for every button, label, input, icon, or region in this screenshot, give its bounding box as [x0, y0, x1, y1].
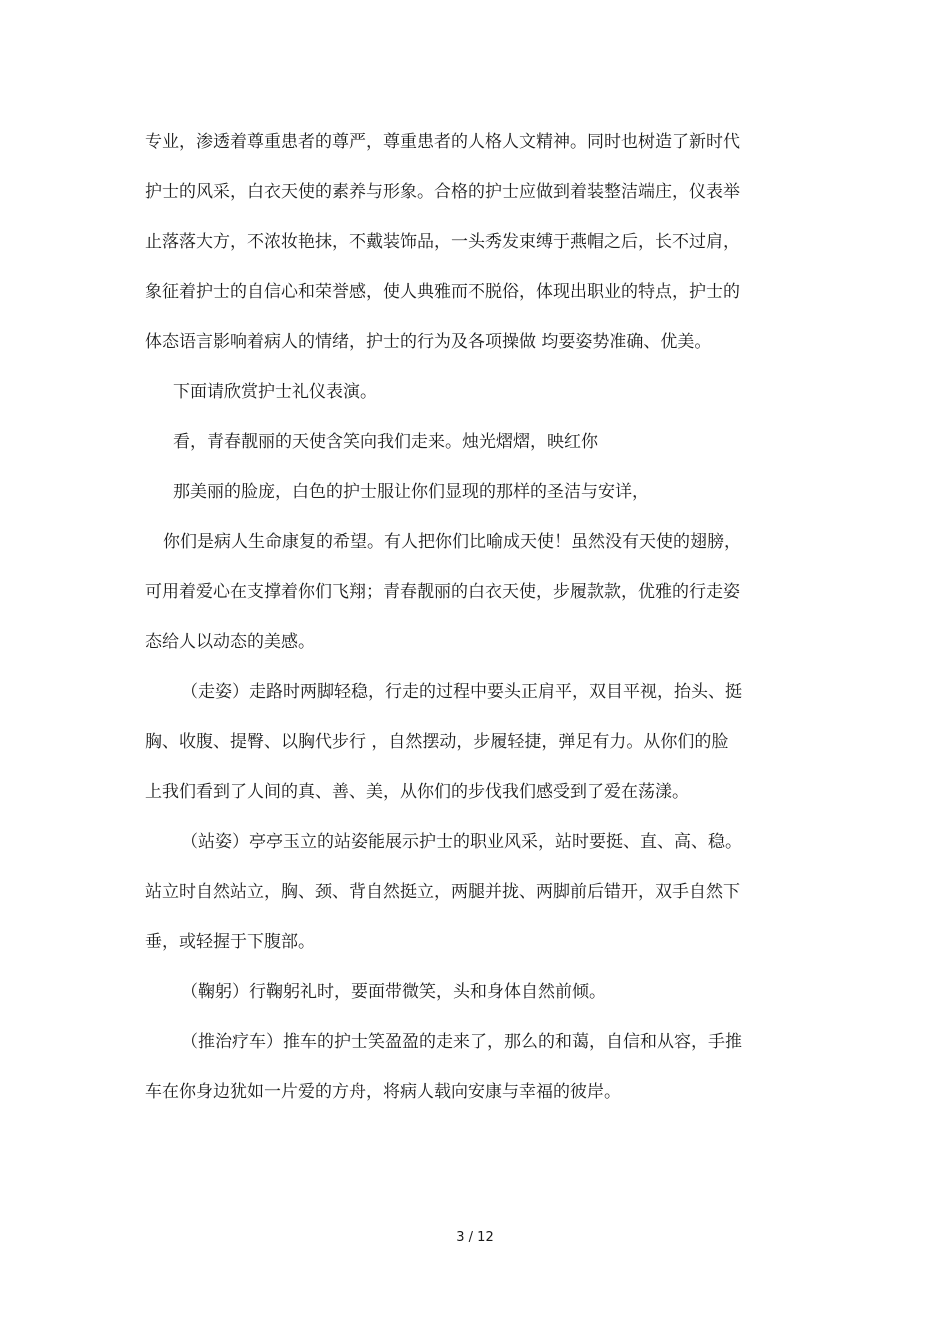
text-line: 看，青春靓丽的天使含笑向我们走来。烛光熠熠，映红你	[173, 432, 598, 452]
text-line: 下面请欣赏护士礼仪表演。	[173, 382, 377, 402]
text-line: 胸、收腹、提臀、以胸代步行 ，自然摆动，步履轻捷，弹足有力。从你们的脸	[145, 732, 729, 752]
text-line: 那美丽的脸庞，白色的护士服让你们显现的那样的圣洁与安详，	[173, 482, 649, 502]
text-line: 可用着爱心在支撑着你们飞翔；青春靓丽的白衣天使，步履款款，优雅的行走姿	[145, 582, 740, 602]
document-body	[145, 117, 810, 1117]
text-line: 站立时自然站立，胸、颈、背自然挺立，两腿并拢、两脚前后错开，双手自然下	[145, 882, 740, 902]
text-line: 体态语言影响着病人的情绪，护士的行为及各项操做 均要姿势准确、优美。	[145, 332, 712, 352]
text-line: 你们是病人生命康复的希望。有人把你们比喻成天使！虽然没有天使的翅膀，	[163, 532, 741, 552]
text-line: （走姿）走路时两脚轻稳，行走的过程中要头正肩平，双目平视，抬头、挺	[181, 682, 742, 702]
text-line: 上我们看到了人间的真、善、美，从你们的步伐我们感受到了爱在荡漾。	[145, 782, 689, 802]
text-line: 象征着护士的自信心和荣誉感，使人典雅而不脱俗，体现出职业的特点，护士的	[145, 282, 740, 302]
text-line: 专业，渗透着尊重患者的尊严，尊重患者的人格人文精神。同时也树造了新时代	[145, 132, 740, 152]
text-line: 态给人以动态的美感。	[145, 632, 315, 652]
text-line: （推治疗车）推车的护士笑盈盈的走来了，那么的和蔼，自信和从容，手推	[181, 1032, 742, 1052]
page-number: 3 / 12	[456, 1230, 494, 1245]
text-line: 垂，或轻握于下腹部。	[145, 932, 315, 952]
text-line: （鞠躬）行鞠躬礼时，要面带微笑，头和身体自然前倾。	[181, 982, 606, 1002]
text-line: 车在你身边犹如一片爱的方舟，将病人载向安康与幸福的彼岸。	[145, 1082, 621, 1102]
text-line: （站姿）亭亭玉立的站姿能展示护士的职业风采，站时要挺、直、高、稳。	[181, 832, 742, 852]
text-line: 止落落大方，不浓妆艳抹，不戴装饰品，一头秀发束缚于燕帽之后，长不过肩，	[145, 232, 740, 252]
text-line: 护士的风采，白衣天使的素养与形象。合格的护士应做到着装整洁端庄，仪表举	[145, 182, 740, 202]
